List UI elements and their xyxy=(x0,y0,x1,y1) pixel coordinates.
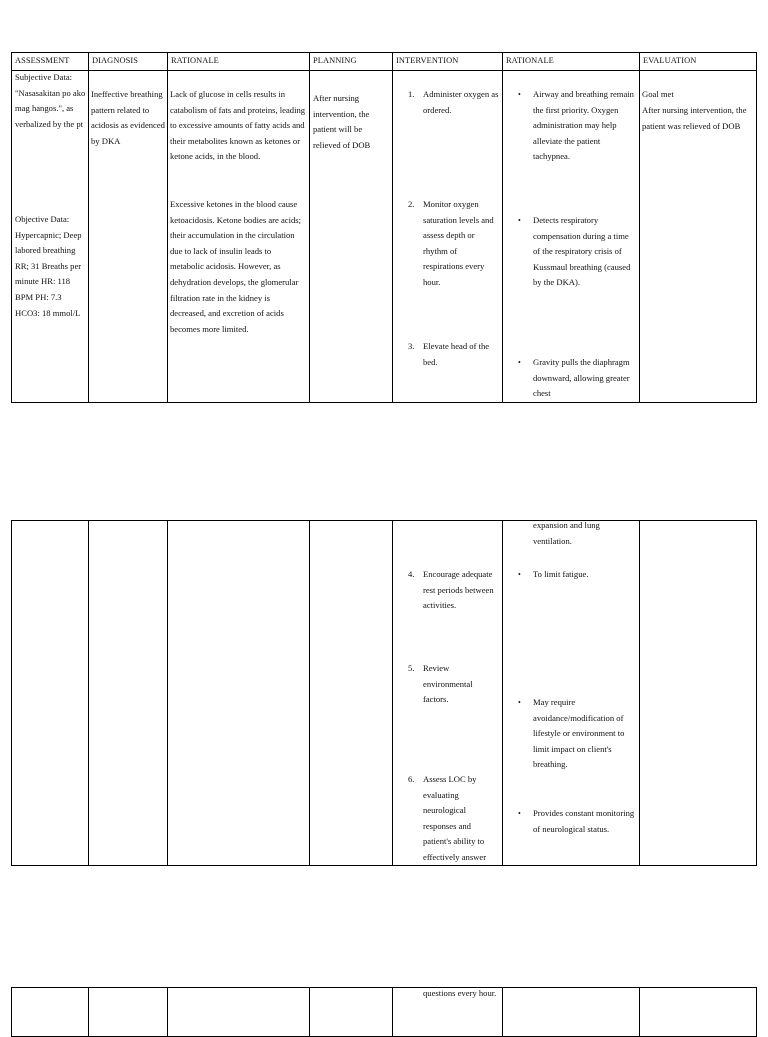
column-divider xyxy=(167,988,168,1036)
column-divider xyxy=(502,988,503,1036)
bullet-icon: • xyxy=(518,216,521,225)
care-plan-table-page-2 xyxy=(11,520,757,866)
evaluation-text: After nursing intervention, the patient was relieved of DOB xyxy=(642,105,747,131)
header-evaluation: EVALUATION xyxy=(643,56,697,65)
column-divider xyxy=(639,521,640,865)
column-divider xyxy=(309,53,310,402)
column-divider xyxy=(392,521,393,865)
rationale-item: Gravity pulls the diaphragm downward, allowing greater chest xyxy=(533,357,630,399)
intervention-number: 6. xyxy=(408,774,415,784)
bullet-icon: • xyxy=(518,358,521,367)
nursing-diagnosis: Ineffective breathing pattern related to acidosis as evidenced by DKA xyxy=(91,89,165,146)
header-divider xyxy=(12,70,756,71)
column-divider xyxy=(639,988,640,1036)
rationale-item: To limit fatigue. xyxy=(533,569,589,579)
header-diagnosis: DIAGNOSIS xyxy=(92,56,139,65)
header-assessment: ASSESSMENT xyxy=(15,56,70,65)
bullet-icon: • xyxy=(518,90,521,99)
header-rationale: RATIONALE xyxy=(171,56,219,65)
objective-data: Objective Data: Hypercapnic; Deep labored breathing RR; 31 Breaths per minute HR: 118 BPM PH: 7.3 HCO3: 18 mmol/L xyxy=(15,214,82,318)
intervention-number: 2. xyxy=(408,199,415,209)
column-divider xyxy=(167,53,168,402)
column-divider xyxy=(309,521,310,865)
column-divider xyxy=(502,53,503,402)
header-intervention: INTERVENTION xyxy=(396,56,459,65)
bullet-icon: • xyxy=(518,698,521,707)
intervention-item: Administer oxygen as ordered. xyxy=(423,89,499,115)
care-plan-table-page-3 xyxy=(11,987,757,1037)
care-plan-table-page-1 xyxy=(11,52,757,403)
intervention-item: questions every hour. xyxy=(423,988,497,998)
rationale-item: expansion and lung ventilation. xyxy=(533,520,600,546)
intervention-item: Assess LOC by evaluating neurological responses and patient's ability to effectively answer xyxy=(423,774,487,862)
rationale-paragraph-1: Lack of glucose in cells results in catabolism of fats and proteins, leading to excessive amounts of fatty acids and their metabolites known as ketones or ketone acids, in the blood. xyxy=(170,89,306,162)
column-divider xyxy=(88,53,89,402)
planning-goal: After nursing intervention, the patient will be relieved of DOB xyxy=(313,93,371,150)
column-divider xyxy=(88,988,89,1036)
intervention-number: 4. xyxy=(408,569,415,579)
rationale-item: Provides constant monitoring of neurological status. xyxy=(533,808,635,834)
subjective-data: Subjective Data: "Nasasakitan po ako mag hangos.", as verbalized by the pt xyxy=(15,72,86,129)
header-planning: PLANNING xyxy=(313,56,357,65)
rationale-item: May require avoidance/modification of lifestyle or environment to limit impact on client's breathing. xyxy=(533,697,625,770)
intervention-item: Encourage adequate rest periods between activities. xyxy=(423,569,494,611)
header-rationale-2: RATIONALE xyxy=(506,56,554,65)
column-divider xyxy=(392,988,393,1036)
intervention-number: 1. xyxy=(408,89,415,99)
column-divider xyxy=(392,53,393,402)
rationale-item: Detects respiratory compensation during a time of the respiratory crisis of Kussmaul breathing (caused by the DKA). xyxy=(533,215,631,288)
rationale-item: Airway and breathing remain the first priority. Oxygen administration may help alleviate the patient tachypnea. xyxy=(533,89,634,162)
column-divider xyxy=(167,521,168,865)
intervention-item: Review environmental factors. xyxy=(423,663,473,705)
intervention-item: Monitor oxygen saturation levels and assess depth or rhythm of respirations every hour. xyxy=(423,199,494,287)
bullet-icon: • xyxy=(518,809,521,818)
column-divider xyxy=(639,53,640,402)
column-divider xyxy=(502,521,503,865)
intervention-number: 5. xyxy=(408,663,415,673)
column-divider xyxy=(309,988,310,1036)
bullet-icon: • xyxy=(518,570,521,579)
intervention-item: Elevate head of the bed. xyxy=(423,341,490,367)
evaluation-goal: Goal met xyxy=(642,89,674,99)
intervention-number: 3. xyxy=(408,341,415,351)
rationale-paragraph-2: Excessive ketones in the blood cause ketoacidosis. Ketone bodies are acids; their accumulation in the circulation due to lack of insulin leads to metabolic acidosis. However, as dehydration develops, the glomerular filtration rate in the kidney is decreased, and excretion of acids becomes more limited. xyxy=(170,199,302,334)
column-divider xyxy=(88,521,89,865)
